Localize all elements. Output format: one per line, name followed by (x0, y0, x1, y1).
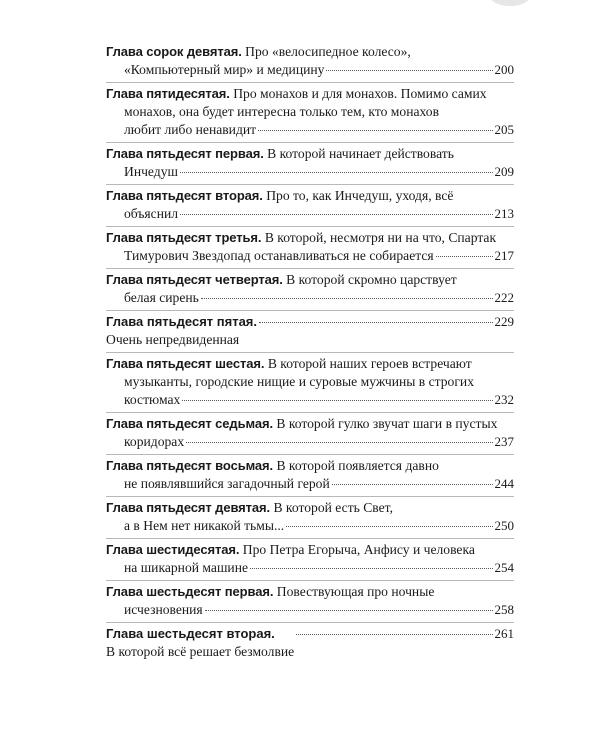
dot-leader (436, 256, 493, 257)
toc-line (106, 187, 514, 205)
chapter-heading: Глава сорок девятая. (106, 44, 242, 59)
chapter-description: В которой гулко звучат шаги в пустых (276, 416, 498, 431)
chapter-description: Про «велосипедное колесо», (245, 44, 411, 59)
chapter-description-continued: коридорах (124, 434, 185, 449)
toc-entry[interactable] (106, 43, 514, 83)
dot-leader (286, 526, 492, 527)
dot-leader (250, 568, 492, 569)
toc-line (106, 145, 514, 163)
chapter-description-continued: костюмах (124, 392, 181, 407)
toc-entry[interactable] (106, 457, 514, 497)
chapter-description-continued: Тимурович Звездопад останавливаться не собирается (124, 248, 434, 263)
toc-line (106, 313, 514, 349)
chapter-heading: Глава шестьдесят первая. (106, 584, 274, 599)
chapter-heading: Глава пятьдесят третья. (106, 230, 262, 245)
chapter-heading: Глава пятидесятая. (106, 86, 230, 101)
dot-leader (296, 634, 492, 635)
chapter-heading: Глава шестьдесят вторая. (106, 626, 275, 641)
toc-entry[interactable] (106, 229, 514, 269)
chapter-description: В которой, несмотря ни на что, Спартак (264, 230, 497, 245)
page-number: 213 (494, 206, 514, 221)
dot-leader (258, 130, 492, 131)
dot-leader (205, 610, 493, 611)
dot-leader (259, 322, 492, 323)
toc-line (106, 475, 514, 493)
dot-leader (186, 442, 492, 443)
page-number: 232 (494, 392, 514, 407)
chapter-description-continued: любит либо ненавидит (124, 122, 257, 137)
toc-entry[interactable] (106, 583, 514, 623)
page-number: 250 (494, 518, 514, 533)
toc-line (106, 121, 514, 139)
chapter-heading: Глава пятьдесят первая. (106, 146, 264, 161)
chapter-description-continued: «Компьютерный мир» и медицину (124, 62, 325, 77)
chapter-description: Повествующая про ночные (276, 584, 435, 599)
page-number: 229 (494, 314, 514, 329)
toc-line (106, 541, 514, 559)
chapter-heading: Глава пятьдесят четвертая. (106, 272, 283, 287)
toc-entry[interactable] (106, 145, 514, 185)
toc-line (106, 391, 514, 409)
chapter-description-continued: исчезновения (124, 602, 203, 617)
toc-line (106, 229, 514, 247)
chapter-description: Про монахов и для монахов. Помимо самих (233, 86, 487, 101)
toc-line (106, 85, 514, 103)
dot-leader (326, 70, 492, 71)
chapter-description: В которой наших героев встречают (267, 356, 472, 371)
page-corner-smudge (490, 0, 530, 6)
page-number: 237 (494, 434, 514, 449)
page-number: 244 (494, 476, 514, 491)
toc-entry[interactable] (106, 313, 514, 353)
toc-line (106, 415, 514, 433)
toc-line (106, 163, 514, 181)
page-number: 222 (494, 290, 514, 305)
chapter-description: В которой начинает действовать (267, 146, 454, 161)
chapter-description: В которой появляется давно (276, 458, 439, 473)
page-number: 254 (494, 560, 514, 575)
chapter-description-continued: музыканты, городские нищие и суровые мужчины в строгих (124, 374, 474, 389)
chapter-heading: Глава шестидесятая. (106, 542, 240, 557)
toc-entry[interactable] (106, 85, 514, 143)
toc-entry[interactable] (106, 271, 514, 311)
dot-leader (332, 484, 493, 485)
chapter-description-continued: Инчедуш (124, 164, 178, 179)
dot-leader (180, 214, 492, 215)
toc-entry[interactable] (106, 625, 514, 664)
toc-line (106, 61, 514, 79)
toc-line (106, 433, 514, 451)
toc-entry[interactable] (106, 187, 514, 227)
chapter-heading: Глава пятьдесят пятая. (106, 314, 258, 329)
toc-line (106, 583, 514, 601)
chapter-description: Про Петра Егорыча, Анфису и человека (242, 542, 475, 557)
toc-entry[interactable] (106, 415, 514, 455)
toc-line (106, 457, 514, 475)
chapter-description-continued: не появлявшийся загадочный герой (124, 476, 330, 491)
chapter-description-continued: а в Нем нет никакой тьмы... (124, 518, 285, 533)
chapter-heading: Глава пятьдесят шестая. (106, 356, 265, 371)
dot-leader (201, 298, 493, 299)
toc-line (106, 43, 514, 61)
toc-line (106, 499, 514, 517)
chapter-description-continued: на шикарной машине (124, 560, 249, 575)
chapter-description-continued: белая сирень (124, 290, 199, 305)
chapter-description: Про то, как Инчедуш, уходя, всё (266, 188, 454, 203)
chapter-description-continued: монахов, она будет интересна только тем, кто монахов (124, 104, 439, 119)
page-number: 209 (494, 164, 514, 179)
toc-line (106, 625, 514, 661)
chapter-description: В которой скромно царствует (286, 272, 457, 287)
toc-entry[interactable] (106, 355, 514, 413)
chapter-heading: Глава пятьдесят седьмая. (106, 416, 273, 431)
toc-line (106, 601, 514, 619)
chapter-description: В которой есть Свет, (273, 500, 393, 515)
dot-leader (180, 172, 493, 173)
chapter-description: Очень непредвиденная (106, 332, 240, 347)
chapter-heading: Глава пятьдесят восьмая. (106, 458, 274, 473)
page-number: 200 (494, 62, 514, 77)
toc-line (106, 289, 514, 307)
page-number: 258 (494, 602, 514, 617)
page-number: 205 (494, 122, 514, 137)
toc-line (106, 247, 514, 265)
toc-entry[interactable] (106, 499, 514, 539)
toc-line (106, 517, 514, 535)
toc-line (106, 205, 514, 223)
dot-leader (182, 400, 492, 401)
toc-line (106, 271, 514, 289)
table-of-contents (106, 43, 514, 666)
chapter-heading: Глава пятьдесят вторая. (106, 188, 263, 203)
toc-entry[interactable] (106, 541, 514, 581)
toc-line (106, 355, 514, 373)
chapter-heading: Глава пятьдесят девятая. (106, 500, 271, 515)
page-number: 217 (494, 248, 514, 263)
chapter-description: В которой всё решает безмолвие (106, 644, 295, 659)
chapter-description-continued: объяснил (124, 206, 179, 221)
toc-line (106, 559, 514, 577)
page-number: 261 (494, 626, 514, 641)
